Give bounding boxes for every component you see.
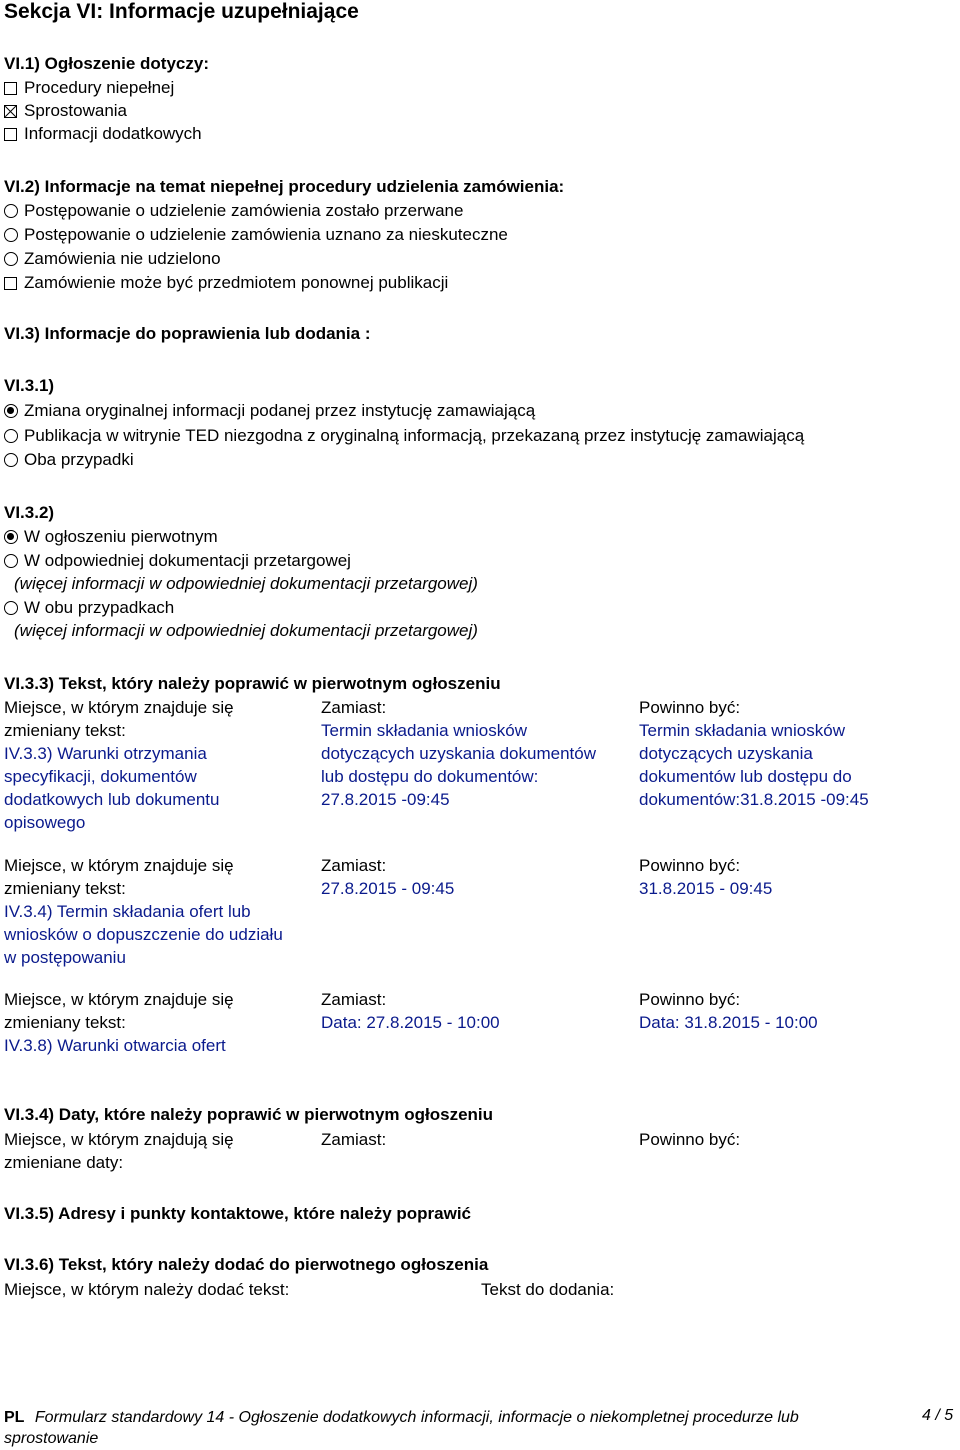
should-column [639, 988, 818, 1034]
instead-value-line: Termin składania wniosków [321, 721, 527, 740]
option-label: Postępowanie o udzielenie zamówienia zostało przerwane [24, 201, 464, 220]
place-value: IV.3.8) Warunki otwarcia ofert [4, 1036, 226, 1055]
option-zmiana-oryginalnej [4, 401, 535, 421]
should-value: 31.8.2015 - 09:45 [639, 879, 773, 898]
place-label-line: Miejsce, w którym znajduje się [4, 990, 234, 1009]
option-label: Sprostowania [24, 101, 128, 120]
radio-selected-icon [4, 404, 18, 418]
option-nie-udzielono [4, 249, 221, 269]
option-label: Informacji dodatkowych [24, 124, 202, 143]
option-obu-przypadkach [4, 598, 174, 618]
should-value-line: dokumentów lub dostępu do [639, 767, 852, 786]
option-oba-przypadki [4, 450, 134, 470]
place-label-line: zmieniane daty: [4, 1153, 124, 1172]
footer-page-number: 4 / 5 [922, 1407, 954, 1424]
radio-selected-icon [4, 530, 18, 544]
vi33-heading: VI.3.3) Tekst, który należy poprawić w pierwotnym ogłoszeniu [4, 674, 501, 693]
footer-form-name-cont: sprostowanie [4, 1430, 99, 1447]
place-label [4, 696, 234, 834]
place-value-line: w postępowaniu [4, 948, 126, 967]
dates-instead-label: Zamiast: [321, 1130, 387, 1149]
option-publikacja-ted [4, 426, 804, 446]
vi34-heading: VI.3.4) Daty, które należy poprawić w pierwotnym ogłoszeniu [4, 1105, 494, 1124]
radio-empty-icon [4, 601, 18, 615]
instead-value [321, 719, 596, 811]
vi32-heading: VI.3.2) [4, 503, 55, 522]
place-value [4, 900, 283, 969]
place-value-line: opisowego [4, 813, 86, 832]
dates-should-label: Powinno być: [639, 1130, 741, 1149]
dates-place-label [4, 1128, 234, 1174]
checkbox-empty-icon [4, 128, 17, 141]
option-nieskuteczne [4, 225, 508, 245]
option-procedury-niepelnej [4, 78, 174, 98]
radio-empty-icon [4, 554, 18, 568]
place-value-line: dodatkowych lub dokumentu [4, 790, 220, 809]
option-label: Procedury niepełnej [24, 78, 175, 97]
vi35-heading: VI.3.5) Adresy i punkty kontaktowe, które należy poprawić [4, 1204, 472, 1223]
place-value-line: IV.3.4) Termin składania ofert lub [4, 902, 251, 921]
option-informacji-dodatkowych [4, 124, 202, 144]
place-value-line: specyfikacji, dokumentów [4, 767, 197, 786]
instead-label: Zamiast: [321, 990, 387, 1009]
option-label: Postępowanie o udzielenie zamówienia uznano za nieskuteczne [24, 225, 508, 244]
vi3-heading: VI.3) Informacje do poprawienia lub dodania : [4, 324, 371, 343]
footer-lang: PL [4, 1409, 25, 1426]
should-value: Data: 31.8.2015 - 10:00 [639, 1013, 818, 1032]
option-przerwane [4, 201, 463, 221]
note-more-info: (więcej informacji w odpowiedniej dokumentacji przetargowej) [14, 574, 478, 593]
place-value [4, 742, 234, 834]
option-label: Oba przypadki [24, 450, 134, 469]
instead-column [321, 988, 500, 1034]
should-value-line: dotyczących uzyskania [639, 744, 813, 763]
radio-empty-icon [4, 429, 18, 443]
place-value-line: IV.3.3) Warunki otrzymania [4, 744, 207, 763]
instead-label: Zamiast: [321, 856, 387, 875]
add-text-label: Tekst do dodania: [481, 1280, 615, 1299]
vi2-heading: VI.2) Informacje na temat niepełnej procedury udzielenia zamówienia: [4, 177, 565, 196]
radio-empty-icon [4, 252, 18, 266]
page-footer [4, 1407, 799, 1449]
place-label-line: zmieniany tekst: [4, 879, 126, 898]
place-label-line: zmieniany tekst: [4, 721, 126, 740]
radio-empty-icon [4, 228, 18, 242]
instead-value: 27.8.2015 - 09:45 [321, 879, 455, 898]
should-label: Powinno być: [639, 698, 741, 717]
note-more-info: (więcej informacji w odpowiedniej dokumentacji przetargowej) [14, 621, 478, 640]
instead-value-line: lub dostępu do dokumentów: [321, 767, 539, 786]
option-sprostowania [4, 101, 127, 121]
option-label: W obu przypadkach [24, 598, 175, 617]
place-label-line: Miejsce, w którym znajduje się [4, 856, 234, 875]
instead-column [321, 696, 596, 811]
should-value-line: Termin składania wniosków [639, 721, 845, 740]
instead-value: Data: 27.8.2015 - 10:00 [321, 1013, 500, 1032]
radio-empty-icon [4, 204, 18, 218]
should-column [639, 696, 869, 811]
instead-column [321, 854, 454, 900]
should-column [639, 854, 772, 900]
instead-label: Zamiast: [321, 698, 387, 717]
option-label: W ogłoszeniu pierwotnym [24, 527, 218, 546]
place-label [4, 854, 283, 969]
checkbox-empty-icon [4, 82, 17, 95]
vi31-heading: VI.3.1) [4, 376, 55, 395]
place-label [4, 988, 234, 1057]
vi36-heading: VI.3.6) Tekst, który należy dodać do pierwotnego ogłoszenia [4, 1255, 489, 1274]
place-label-line: Miejsce, w którym znajduje się [4, 698, 234, 717]
checkbox-empty-icon [4, 277, 17, 290]
vi1-heading: VI.1) Ogłoszenie dotyczy: [4, 54, 209, 73]
should-label: Powinno być: [639, 990, 741, 1009]
footer-form-name: Formularz standardowy 14 - Ogłoszenie dodatkowych informacji, informacje o niekompletnej procedurze lub [34, 1409, 799, 1426]
add-place-label: Miejsce, w którym należy dodać tekst: [4, 1280, 290, 1299]
should-label: Powinno być: [639, 856, 741, 875]
instead-value-line: 27.8.2015 -09:45 [321, 790, 450, 809]
instead-value-line: dotyczących uzyskania dokumentów [321, 744, 596, 763]
option-label: W odpowiedniej dokumentacji przetargowej [24, 551, 351, 570]
place-label-line: zmieniany tekst: [4, 1013, 126, 1032]
place-label-line: Miejsce, w którym znajdują się [4, 1130, 234, 1149]
option-ogloszenie-pierwotne [4, 527, 218, 547]
option-label: Zamówienia nie udzielono [24, 249, 221, 268]
option-label: Publikacja w witrynie TED niezgodna z oryginalną informacją, przekazaną przez instytucję zamawiającą [24, 426, 805, 445]
option-label: Zamówienie może być przedmiotem ponownej publikacji [24, 273, 449, 292]
option-dokumentacja-przetargowa [4, 551, 351, 571]
radio-empty-icon [4, 453, 18, 467]
place-value-line: wniosków o dopuszczenie do udziału [4, 925, 283, 944]
option-ponownej-publikacji [4, 273, 448, 293]
checkbox-checked-icon [4, 105, 17, 118]
section-title: Sekcja VI: Informacje uzupełniające [4, 0, 359, 23]
option-label: Zmiana oryginalnej informacji podanej przez instytucję zamawiającą [24, 401, 536, 420]
should-value [639, 719, 869, 811]
should-value-line: dokumentów:31.8.2015 -09:45 [639, 790, 869, 809]
